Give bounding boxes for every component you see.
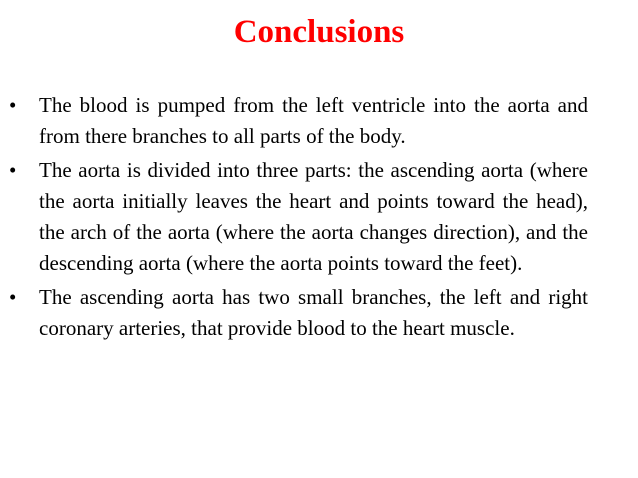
bullet-icon: • xyxy=(9,285,17,309)
bullet-text: The ascending aorta has two small branches, the left and right coronary arteries, that provide blood to the heart muscle. xyxy=(39,285,588,340)
bullet-icon: • xyxy=(9,93,17,117)
bullet-list xyxy=(9,90,588,347)
slide-title: Conclusions xyxy=(233,14,405,50)
bullet-text: The aorta is divided into three parts: the ascending aorta (where the aorta initially leaves the heart and points toward the head), the arch of the aorta (where the aorta changes direction), and the descending aorta (where the aorta points toward the feet). xyxy=(39,158,588,275)
bullet-icon: • xyxy=(9,158,17,182)
bullet-item xyxy=(9,90,588,152)
bullet-text: The blood is pumped from the left ventricle into the aorta and from there branches to all parts of the body. xyxy=(39,93,588,148)
bullet-item xyxy=(9,155,588,279)
bullet-item xyxy=(9,282,588,344)
